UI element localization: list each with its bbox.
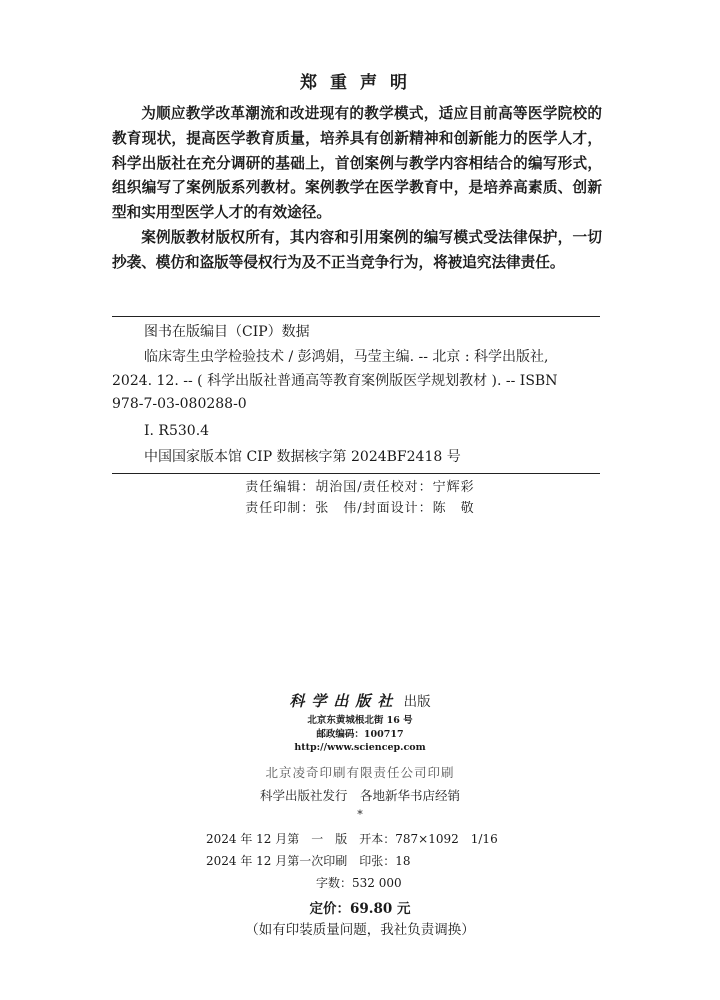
cip-classification: Ⅰ. R530.4: [144, 422, 210, 439]
cip-description-line: 2024. 12. -- ( 科学出版社普通高等教育案例版医学规划教材 ). -- ISBN: [112, 372, 558, 389]
cip-description-line: 978-7-03-080288-0: [112, 396, 247, 412]
cip-data-block: [112, 316, 600, 474]
publisher-logo: 科学出版社: [289, 692, 400, 710]
editor-credit-line: 责任印制：张 伟/封面设计：陈 敬: [245, 501, 475, 516]
cip-verification-number: 中国国家版本馆 CIP 数据核字第 2024BF2418 号: [144, 448, 461, 465]
statement-paragraph-1: 为顺应教学改革潮流和改进现有的教学模式，适应目前高等医学院校的教育现状，提高医学教育质量，培养具有创新精神和创新能力的医学人才，科学出版社在充分调研的基础上，首创案例与教学内容相结合的编写形式，组织编写了案例版系列教材。案例教学在医学教育中，是培养高素质、创新型和实用型医学人才的有效途径。: [112, 105, 602, 222]
printing-info: 2024 年 12 月第一次印刷 印张：18: [206, 854, 411, 868]
publisher-website: http://www.sciencep.com: [294, 742, 426, 753]
editor-credits: [0, 477, 720, 519]
statement-body: [112, 102, 602, 276]
publisher-suffix: 出版: [403, 694, 431, 710]
publisher-line: [0, 690, 720, 711]
edition-info: 2024 年 12 月第 一 版 开本：787×1092 1/16: [206, 832, 498, 846]
statement-title: 郑重声明: [300, 73, 420, 93]
separator-star: *: [357, 808, 363, 821]
print-specs: [206, 828, 526, 894]
word-count: 字数：532 000: [316, 876, 402, 890]
printer-info: 北京凌奇印刷有限责任公司印刷: [265, 765, 455, 780]
editor-credit-line: 责任编辑：胡治国/责任校对：宁辉彩: [245, 480, 475, 495]
quality-notice: （如有印装质量问题，我社负责调换）: [245, 922, 475, 938]
statement-paragraph-2: 案例版教材版权所有，其内容和引用案例的编写模式受法律保护，一切抄袭、模仿和盗版等侵权行为及不正当竞争行为，将被追究法律责任。: [112, 228, 602, 271]
publisher-contact: [0, 714, 720, 755]
distribution-info: 科学出版社发行 各地新华书店经销: [259, 788, 460, 803]
publisher-postcode: 邮政编码：100717: [316, 728, 404, 740]
price: 定价：69.80 元: [309, 901, 411, 917]
cip-heading: 图书在版编目（CIP）数据: [144, 324, 310, 340]
cip-description: [112, 346, 600, 417]
cip-description-line: 临床寄生虫学检验技术 / 彭鸿娟，马莹主编. -- 北京 : 科学出版社,: [144, 349, 549, 365]
publisher-address: 北京东黄城根北街 16 号: [307, 715, 413, 726]
